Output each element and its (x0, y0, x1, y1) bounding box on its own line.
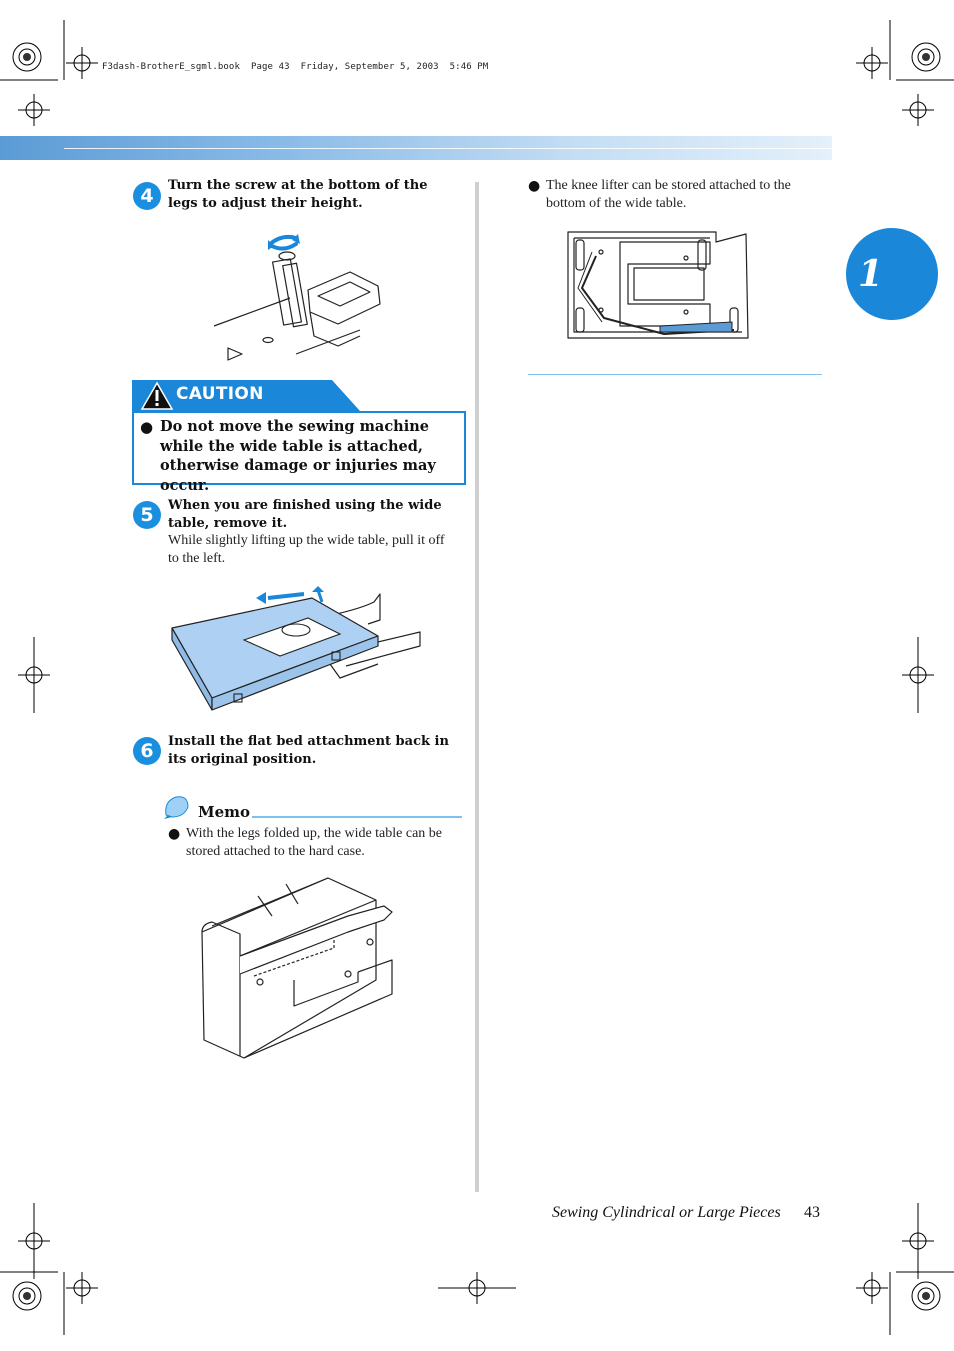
right-column-rule (528, 374, 822, 375)
caution-text: Do not move the sewing machine while the wide table is attached, otherwise damage or injuries may occur. (160, 418, 436, 494)
leg-screw-illustration (210, 226, 390, 366)
chapter-number: 1 (858, 253, 884, 295)
memo-icon (162, 793, 192, 821)
step-number: 6 (140, 739, 154, 762)
step-5-badge (133, 501, 161, 529)
page-number: 43 (804, 1204, 820, 1221)
hard-case-illustration (198, 876, 398, 1066)
chapter-tab (846, 228, 938, 320)
caution-bullet: ● (140, 418, 154, 436)
header-line (64, 148, 832, 149)
step-number: 5 (140, 503, 154, 526)
step-6-title: Install the flat bed attachment back in its original position. (168, 734, 449, 767)
step-6-badge (133, 737, 161, 765)
footer-section-title: Sewing Cylindrical or Large Pieces (552, 1204, 781, 1221)
step-4-title: Turn the screw at the bottom of the legs to adjust their height. (168, 178, 428, 211)
right-bullet: ● (528, 178, 541, 194)
knee-lifter-illustration (564, 228, 750, 342)
wide-table-removal-illustration (168, 584, 428, 714)
step-4-badge (133, 182, 161, 210)
memo-rule (252, 816, 462, 818)
memo-title: Memo (198, 803, 251, 821)
memo-bullet: ● (168, 826, 181, 842)
column-divider (475, 182, 479, 1192)
caution-title: CAUTION (176, 384, 264, 404)
step-5-body: While slightly lifting up the wide table, pull it off to the left. (168, 533, 445, 566)
step-number: 4 (140, 184, 154, 207)
book-info: F3dash-BrotherE_sgml.book Page 43 Friday, September 5, 2003 5:46 PM (102, 62, 489, 72)
knee-lifter-text: The knee lifter can be stored attached to the bottom of the wide table. (546, 178, 791, 211)
warning-icon (140, 381, 174, 411)
memo-text: With the legs folded up, the wide table can be stored attached to the hard case. (186, 826, 443, 859)
step-5-title: When you are finished using the wide table, remove it. (168, 498, 442, 531)
